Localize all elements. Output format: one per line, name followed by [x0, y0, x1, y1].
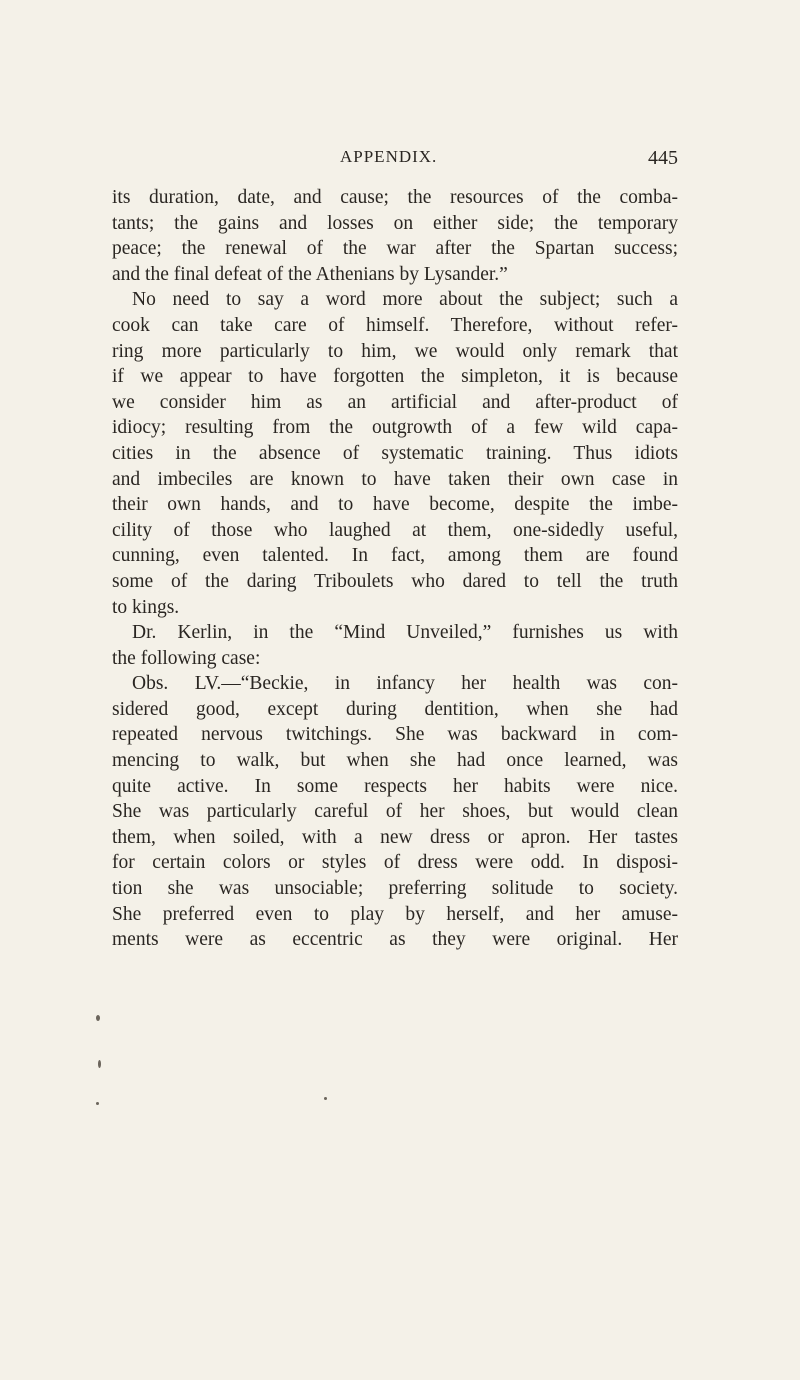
text-line: their own hands, and to have become, despite the imbe-: [112, 494, 678, 516]
text-line: ments were as eccentric as they were original. Her: [112, 929, 678, 951]
text-line: some of the daring Triboulets who dared to tell the truth: [112, 570, 678, 592]
text-line: ring more particularly to him, we would only remark that: [112, 340, 678, 362]
text-line: to kings.: [112, 596, 180, 618]
text-line: we consider him as an artificial and after-product of: [112, 391, 678, 413]
text-line: cities in the absence of systematic training. Thus idiots: [112, 442, 678, 464]
text-line: idiocy; resulting from the outgrowth of a few wild capa-: [112, 417, 678, 439]
text-line: quite active. In some respects her habits were nice.: [112, 775, 678, 797]
text-line: tants; the gains and losses on either side; the temporary: [112, 212, 678, 234]
ink-speck: [98, 1060, 101, 1068]
text-line: cook can take care of himself. Therefore, without refer-: [112, 314, 678, 336]
ink-speck: [324, 1097, 327, 1100]
text-line: repeated nervous twitchings. She was backward in com-: [112, 724, 678, 746]
text-line: peace; the renewal of the war after the Spartan success;: [112, 238, 678, 260]
running-head: APPENDIX.: [340, 147, 438, 166]
text-line: sidered good, except during dentition, when she had: [112, 698, 678, 720]
text-line: She was particularly careful of her shoes, but would clean: [112, 801, 678, 823]
page-header: [112, 147, 678, 177]
text-line: for certain colors or styles of dress were odd. In disposi-: [112, 852, 678, 874]
text-line: its duration, date, and cause; the resources of the comba-: [112, 187, 678, 208]
text-line: and the final defeat of the Athenians by Lysander.”: [112, 263, 508, 285]
text-line: tion she was unsociable; preferring solitude to society.: [112, 878, 678, 900]
text-line: the following case:: [112, 647, 261, 669]
text-line: cunning, even talented. In fact, among them are found: [112, 545, 678, 567]
text-line: Dr. Kerlin, in the “Mind Unveiled,” furnishes us with: [132, 622, 678, 644]
text-line: if we appear to have forgotten the simpleton, it is because: [112, 366, 678, 388]
text-line: She preferred even to play by herself, and her amuse-: [112, 903, 678, 925]
page-number: 445: [648, 147, 678, 169]
ink-speck: [96, 1015, 100, 1021]
ink-speck: [96, 1102, 99, 1105]
body-text: [112, 185, 678, 953]
text-line: cility of those who laughed at them, one-sidedly useful,: [112, 519, 678, 541]
text-line: and imbeciles are known to have taken their own case in: [112, 468, 678, 490]
text-line: mencing to walk, but when she had once learned, was: [112, 750, 678, 772]
text-line: No need to say a word more about the subject; such a: [132, 289, 678, 311]
text-line: them, when soiled, with a new dress or apron. Her tastes: [112, 826, 678, 848]
text-line: Obs. LV.—“Beckie, in infancy her health was con-: [132, 673, 678, 695]
